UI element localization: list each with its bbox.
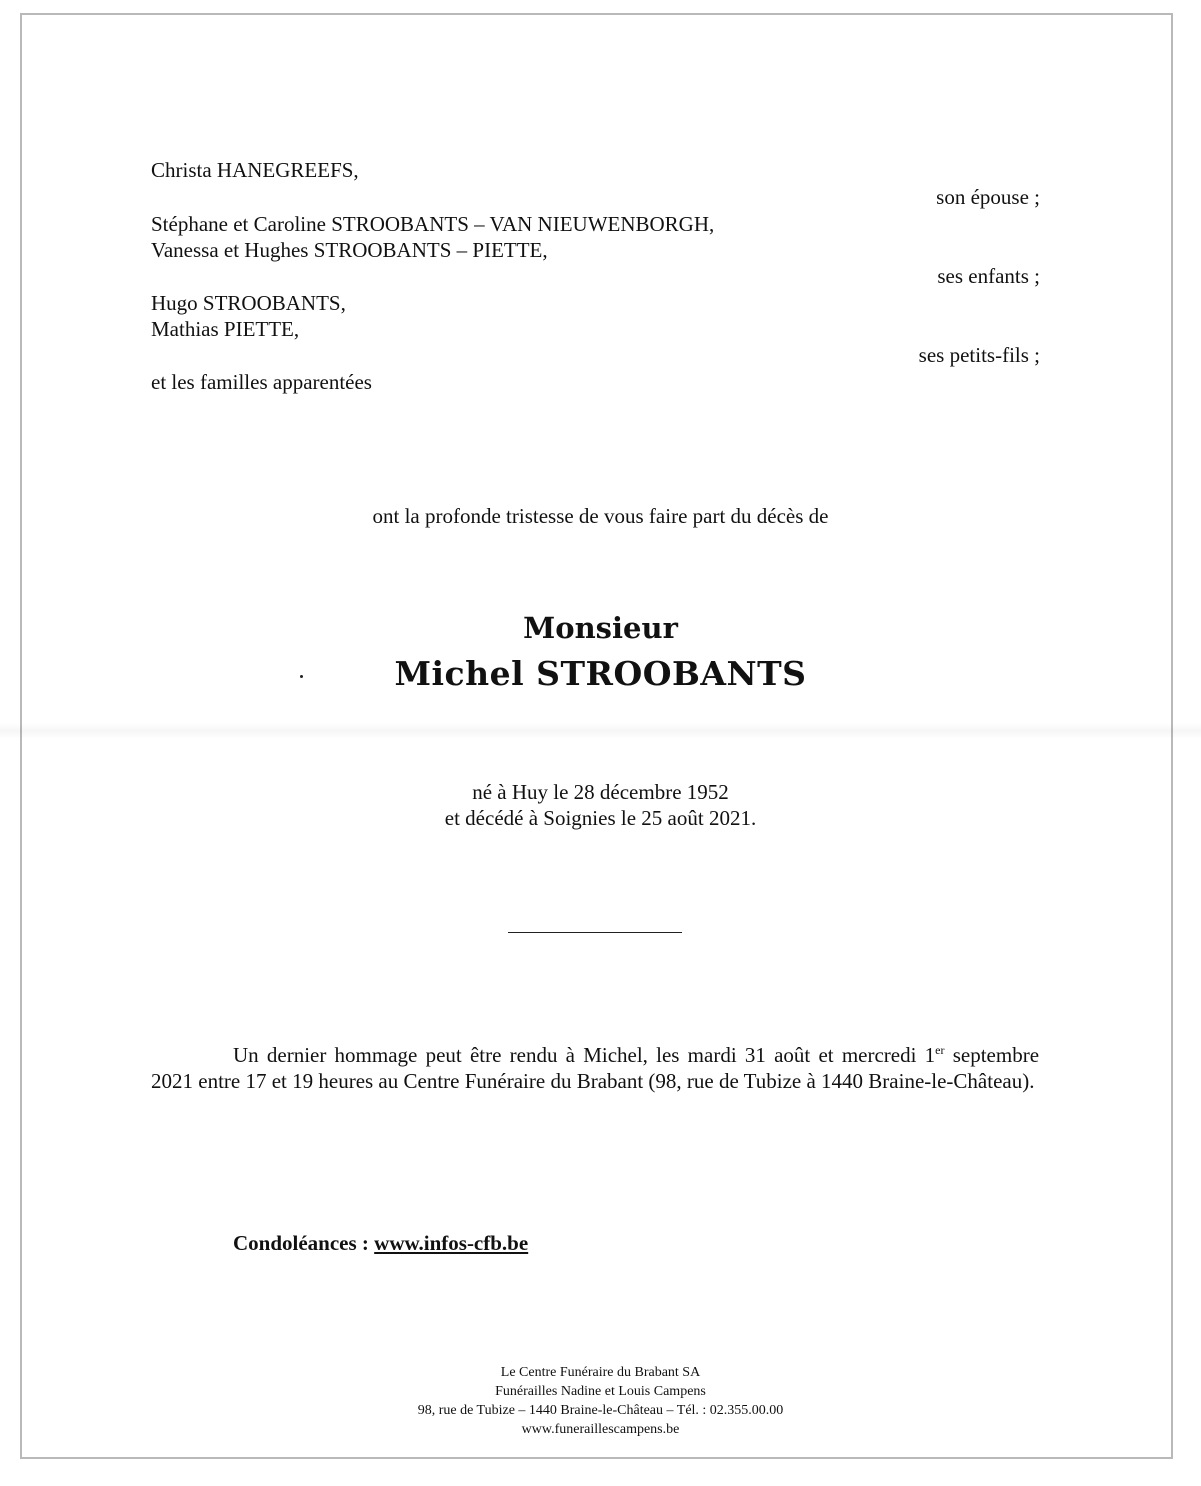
condolences-label: Condoléances : (233, 1231, 375, 1255)
spouse-name: Christa HANEGREEFS, (151, 158, 359, 182)
fold-line (0, 723, 1201, 739)
child-1: Stéphane et Caroline STROOBANTS – VAN NIEUWENBORGH, (151, 212, 715, 236)
footer-company: Le Centre Funéraire du Brabant SA (500, 1365, 701, 1380)
divider (508, 932, 682, 933)
death-line: et décédé à Soignies le 25 août 2021. (444, 806, 757, 830)
grandchildren-role: ses petits-fils ; (918, 343, 1040, 367)
footer-funerals: Funérailles Nadine et Louis Campens (495, 1384, 706, 1399)
children-role: ses enfants ; (937, 264, 1040, 288)
tribute-superscript: er (935, 1043, 945, 1057)
condolences-link[interactable]: www.infos-cfb.be (374, 1231, 529, 1255)
deceased-name: Michel STROOBANTS (394, 654, 807, 693)
grandchild-2: Mathias PIETTE, (151, 317, 300, 341)
child-2: Vanessa et Hughes STROOBANTS – PIETTE, (151, 238, 548, 262)
tribute-text-end: septembre 2021 entre 17 et 19 heures au Centre Funéraire du Brabant (98, rue de Tubize à 1440 Braine-le-Château). (151, 1043, 1040, 1093)
footer-address: 98, rue de Tubize – 1440 Braine-le-Château – Tél. : 02.355.00.00 (417, 1403, 784, 1418)
condolences (233, 1230, 528, 1256)
announcement: ont la profonde tristesse de vous faire part du décès de (372, 504, 829, 528)
stray-dot (300, 675, 303, 678)
tribute-text-start: Un dernier hommage peut être rendu à Michel, les mardi 31 août et mercredi 1 (233, 1043, 936, 1067)
deceased-title: Monsieur (523, 611, 678, 645)
grandchild-1: Hugo STROOBANTS, (151, 291, 346, 315)
relatives: et les familles apparentées (151, 370, 372, 394)
footer-website: www.funeraillescampens.be (521, 1422, 680, 1437)
tribute-paragraph (151, 1042, 1039, 1094)
spouse-role: son épouse ; (936, 185, 1040, 209)
birth-line: né à Huy le 28 décembre 1952 (472, 780, 729, 804)
